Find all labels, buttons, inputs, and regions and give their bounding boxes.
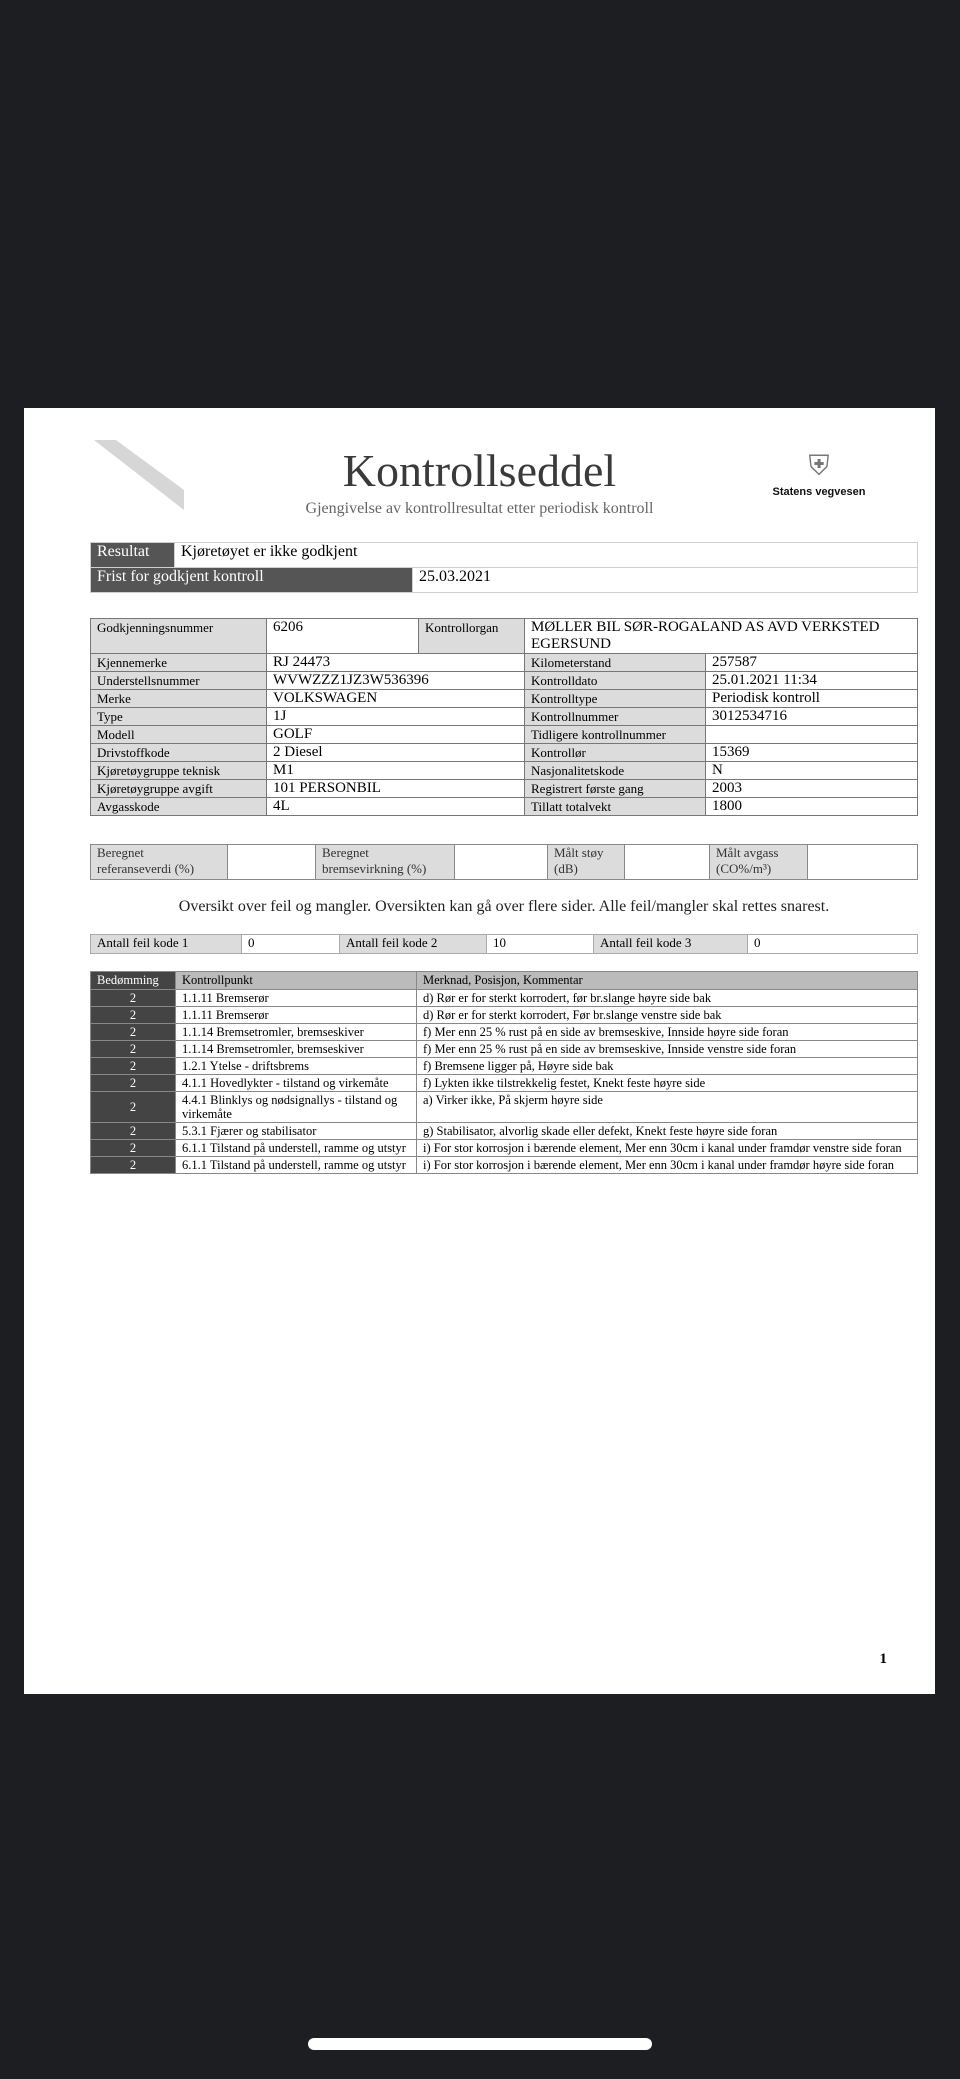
fault-control-point: 6.1.1 Tilstand på understell, ramme og utstyr [176,1157,417,1174]
vehicle-field-label: Registrert første gang [525,780,706,798]
fault-grade: 2 [91,1092,176,1123]
vehicle-field-value: VOLKSWAGEN [267,690,525,708]
vehicle-field-label: Kontrollnummer [525,708,706,726]
vehicle-field-label: Tidligere kontrollnummer [525,726,706,744]
vehicle-row [91,726,918,744]
vehicle-row [91,672,918,690]
fault-control-point: 5.3.1 Fjærer og stabilisator [176,1123,417,1140]
vehicle-field-label: Merke [91,690,267,708]
deadline-value: 25.03.2021 [413,568,918,593]
measurement-table [90,844,918,880]
fault-grade: 2 [91,1123,176,1140]
faults-table [90,971,918,1174]
vehicle-field-label: Kjennemerke [91,654,267,672]
vehicle-field-value: 2 Diesel [267,744,525,762]
fault-remark: f) Lykten ikke tilstrekkelig festet, Knekt feste høyre side [417,1075,918,1092]
vehicle-row-approval [91,619,918,654]
vehicle-field-value: 25.01.2021 11:34 [706,672,918,690]
result-value: Kjøretøyet er ikke godkjent [175,543,918,568]
fault-control-point: 1.1.11 Bremserør [176,990,417,1007]
vehicle-field-value: 4L [267,798,525,816]
fault-row [91,1140,918,1157]
fault-control-point: 4.1.1 Hovedlykter - tilstand og virkemåte [176,1075,417,1092]
fault-control-point: 4.4.1 Blinklys og nødsignallys - tilstand og virkemåte [176,1092,417,1123]
vehicle-field-label: Tillatt totalvekt [525,798,706,816]
fault-remark: f) Bremsene ligger på, Høyre side bak [417,1058,918,1075]
approval-number-label: Godkjenningsnummer [91,619,267,654]
vehicle-field-value: M1 [267,762,525,780]
fault-control-point: 1.1.11 Bremserør [176,1007,417,1024]
vehicle-field-label: Modell [91,726,267,744]
vehicle-row [91,690,918,708]
vehicle-field-label: Kontrollør [525,744,706,762]
fault-remark: f) Mer enn 25 % rust på en side av bremseskive, Innside venstre side foran [417,1041,918,1058]
page-number: 1 [879,1651,887,1667]
vehicle-field-label: Nasjonalitetskode [525,762,706,780]
vehicle-row [91,762,918,780]
vehicle-field-value: RJ 24473 [267,654,525,672]
fault-row [91,1075,918,1092]
vehicle-field-label: Kontrolltype [525,690,706,708]
vehicle-field-label: Kontrolldato [525,672,706,690]
fault-remark: i) For stor korrosjon i bærende element, Mer enn 30cm i kanal under framdør venstre side foran [417,1140,918,1157]
fault-code2-label: Antall feil kode 2 [340,935,487,954]
vehicle-row [91,708,918,726]
vehicle-field-label: Kjøretøygruppe avgift [91,780,267,798]
brake-effect-value [455,845,548,880]
fault-count-table [90,934,918,954]
fault-grade: 2 [91,1140,176,1157]
fault-grade: 2 [91,990,176,1007]
exhaust-value [808,845,918,880]
fault-control-point: 1.1.14 Bremsetromler, bremseskiver [176,1024,417,1041]
fault-code3-count: 0 [748,935,918,954]
vehicle-field-value: WVWZZZ1JZ3W536396 [267,672,525,690]
logo-text: Statens vegvesen [772,486,866,498]
fault-grade: 2 [91,1007,176,1024]
approval-number: 6206 [267,619,419,654]
fault-row [91,1123,918,1140]
page-title: Kontrollseddel [342,445,617,496]
vehicle-row [91,744,918,762]
vehicle-field-value: 1800 [706,798,918,816]
vehicle-field-label: Kilometerstand [525,654,706,672]
faults-header-row [91,972,918,990]
fault-code1-label: Antall feil kode 1 [91,935,242,954]
vehicle-field-value: 15369 [706,744,918,762]
reference-value [228,845,316,880]
fault-code1-count: 0 [242,935,340,954]
vehicle-info-table [90,618,918,816]
vehicle-field-value: N [706,762,918,780]
fault-row [91,990,918,1007]
home-indicator[interactable] [308,2038,652,2050]
header-remark: Merknad, Posisjon, Kommentar [417,972,918,990]
fault-grade: 2 [91,1041,176,1058]
fault-code3-label: Antall feil kode 3 [594,935,748,954]
fault-row [91,1024,918,1041]
fault-control-point: 6.1.1 Tilstand på understell, ramme og utstyr [176,1140,417,1157]
vehicle-field-value: 1J [267,708,525,726]
fault-row [91,1157,918,1174]
exhaust-label: Målt avgass (CO%/m³) [710,845,808,880]
fault-row [91,1007,918,1024]
header-grade: Bedømming [91,972,176,990]
brake-effect-label: Beregnet bremsevirkning (%) [316,845,455,880]
vehicle-field-value: 101 PERSONBIL [267,780,525,798]
vehicle-field-label: Drivstoffkode [91,744,267,762]
page-subtitle: Gjengivelse av kontrollresultat etter periodisk kontroll [305,500,654,517]
fault-remark: a) Virker ikke, På skjerm høyre side [417,1092,918,1123]
vehicle-row [91,654,918,672]
fault-grade: 2 [91,1058,176,1075]
vehicle-field-value [706,726,918,744]
result-label: Resultat [91,543,175,568]
fault-row [91,1092,918,1123]
vehicle-field-label: Avgasskode [91,798,267,816]
overview-text: Oversikt over feil og mangler. Oversikten kan gå over flere sider. Alle feil/mangler skal rettes snarest. [178,898,830,915]
vehicle-field-label: Kjøretøygruppe teknisk [91,762,267,780]
noise-label: Målt støy (dB) [548,845,625,880]
fault-control-point: 1.2.1 Ytelse - driftsbrems [176,1058,417,1075]
fault-code2-count: 10 [487,935,594,954]
fault-control-point: 1.1.14 Bremsetromler, bremseskiver [176,1041,417,1058]
fault-remark: d) Rør er for sterkt korrodert, Før br.slange venstre side bak [417,1007,918,1024]
control-body: MØLLER BIL SØR-ROGALAND AS AVD VERKSTED EGERSUND [525,619,918,654]
vehicle-row [91,798,918,816]
vehicle-field-label: Understellsnummer [91,672,267,690]
vehicle-field-value: Periodisk kontroll [706,690,918,708]
agency-logo [754,450,884,498]
fault-remark: f) Mer enn 25 % rust på en side av bremseskive, Innside høyre side foran [417,1024,918,1041]
noise-value [625,845,710,880]
fault-remark: i) For stor korrosjon i bærende element, Mer enn 30cm i kanal under framdør høyre side foran [417,1157,918,1174]
vehicle-field-value: 2003 [706,780,918,798]
fault-row [91,1058,918,1075]
vehicle-field-label: Type [91,708,267,726]
vehicle-field-value: 257587 [706,654,918,672]
vehicle-field-value: 3012534716 [706,708,918,726]
fault-row [91,1041,918,1058]
deadline-label: Frist for godkjent kontroll [91,568,413,593]
statens-vegvesen-emblem-icon: ⛨ [808,450,830,481]
fault-grade: 2 [91,1024,176,1041]
fault-remark: d) Rør er for sterkt korrodert, før br.slange høyre side bak [417,990,918,1007]
fault-remark: g) Stabilisator, alvorlig skade eller defekt, Knekt feste høyre side foran [417,1123,918,1140]
document-page [24,408,935,1694]
vehicle-field-value: GOLF [267,726,525,744]
fault-grade: 2 [91,1075,176,1092]
result-table [90,542,918,593]
fault-grade: 2 [91,1157,176,1174]
vehicle-row [91,780,918,798]
reference-value-label: Beregnet referanseverdi (%) [91,845,228,880]
control-body-label: Kontrollorgan [419,619,525,654]
header-control-point: Kontrollpunkt [176,972,417,990]
